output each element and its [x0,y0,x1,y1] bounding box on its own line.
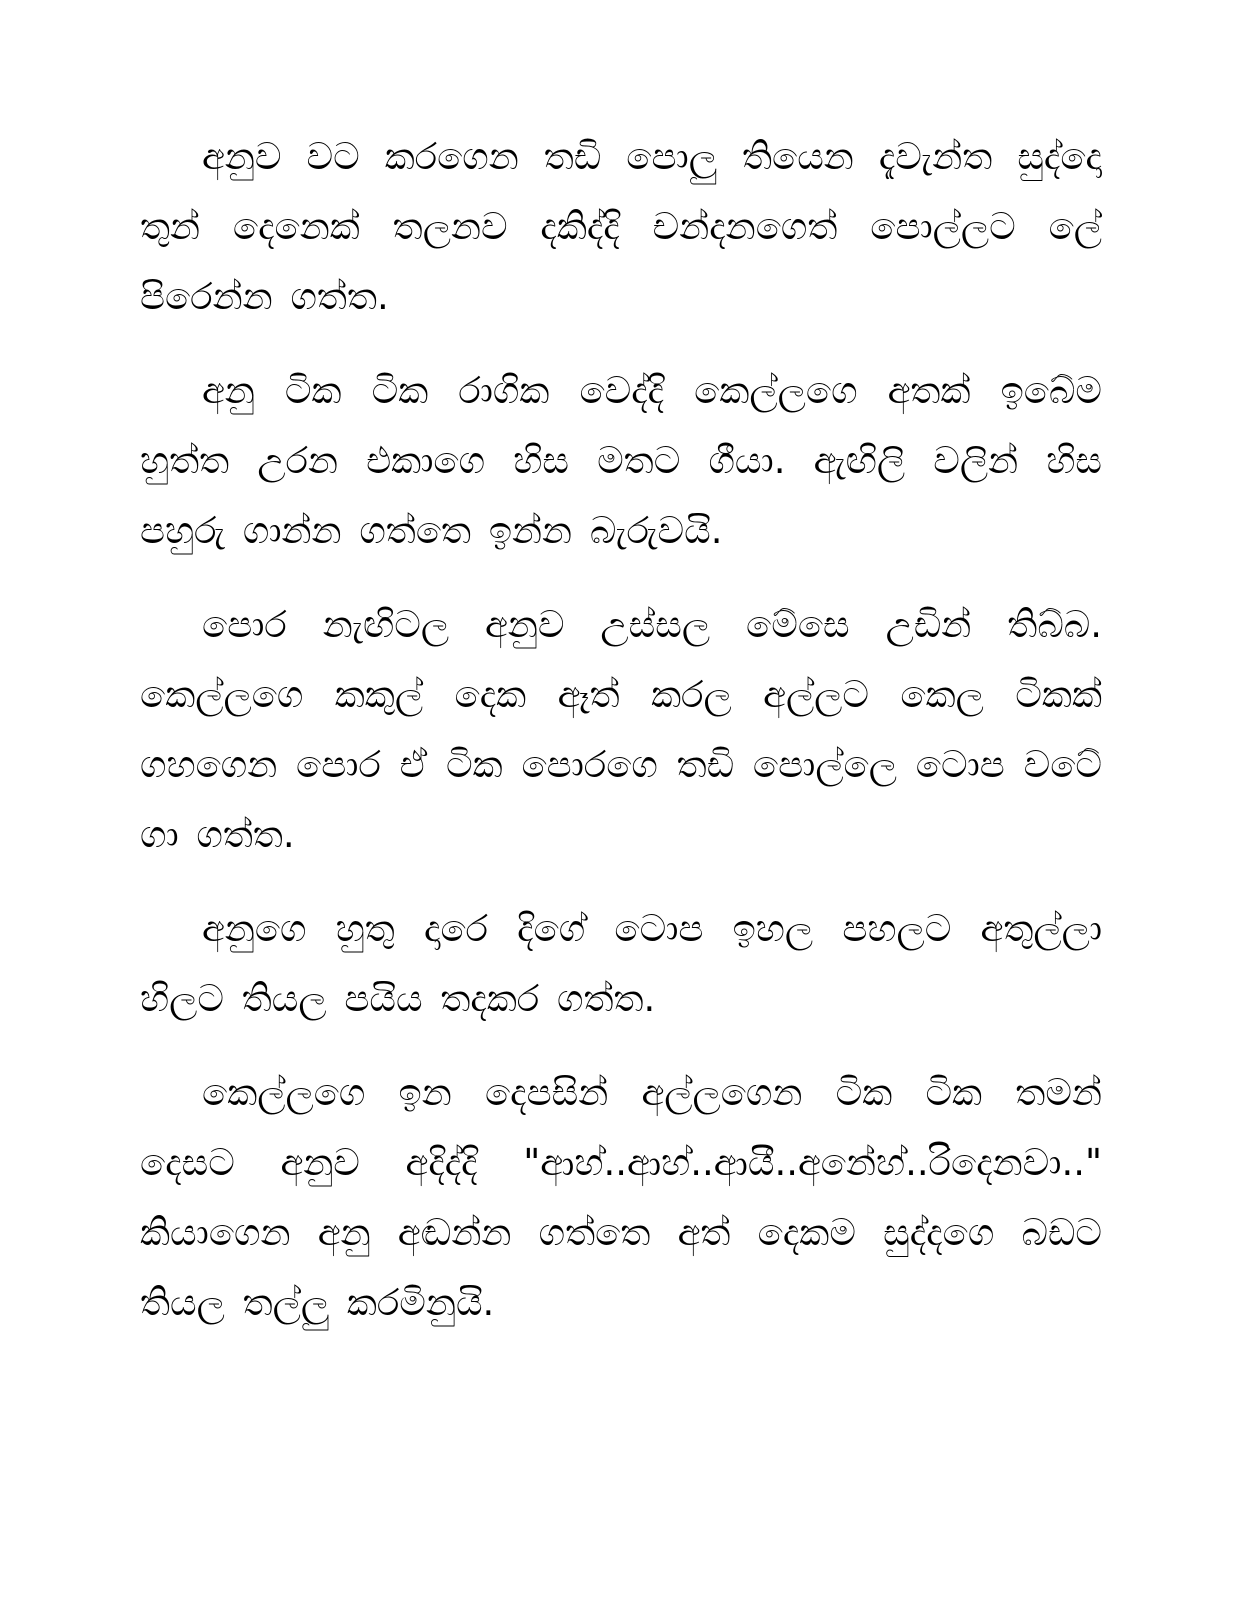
paragraph: අනු ටික ටික රාගික වෙද්දි කෙල්ලගෙ අතක් ඉබේම හුත්ත උරන එකාගෙ හිස මතට ගීයා. ඇඟිලි වලින් හිස පහුරු ගාන්න ගත්තෙ ඉන්න බැරුවයි. [140,369,1102,552]
paragraph: අනුව වට කරගෙන තඩි පොලු තියෙන දැවැන්ත සුද්දො තුන් දෙනෙක් තලනව දකිද්දි චන්දනගෙත් පොල්ලට ලේ පිරෙන්න ගත්ත. [140,135,1102,318]
paragraph: කෙල්ලගෙ ඉන දෙපසින් අල්ලගෙන ටික ටික තමන් දෙසට අනුව අදිද්දි "ආහ්..ආහ්..ආයී..අනේහ්..රිදෙනවා.." කියාගෙන අනු අඬන්න ගත්තෙ අත් දෙකම සුද්දගෙ බඩට තියල තල්ලු කරමිනුයි. [140,1071,1102,1324]
paragraph: අනුගෙ හුතු දාරෙ දිගේ ටොප ඉහල පහලට අතුල්ලා හිලට තියල පයිය තදකර ගත්ත. [140,907,1102,1020]
text-content [140,122,1102,1362]
paragraph: පොර නැඟිටල අනුව උස්සල මේසෙ උඩින් තිබ්බ. කෙල්ලගෙ කකුල් දෙක ඈත් කරල අල්ලට කෙල ටිකක් ගහගෙන පොර ඒ ටික පොරගෙ තඩි පොල්ලෙ ටොප වටේ ගා ගත්ත. [140,603,1102,856]
